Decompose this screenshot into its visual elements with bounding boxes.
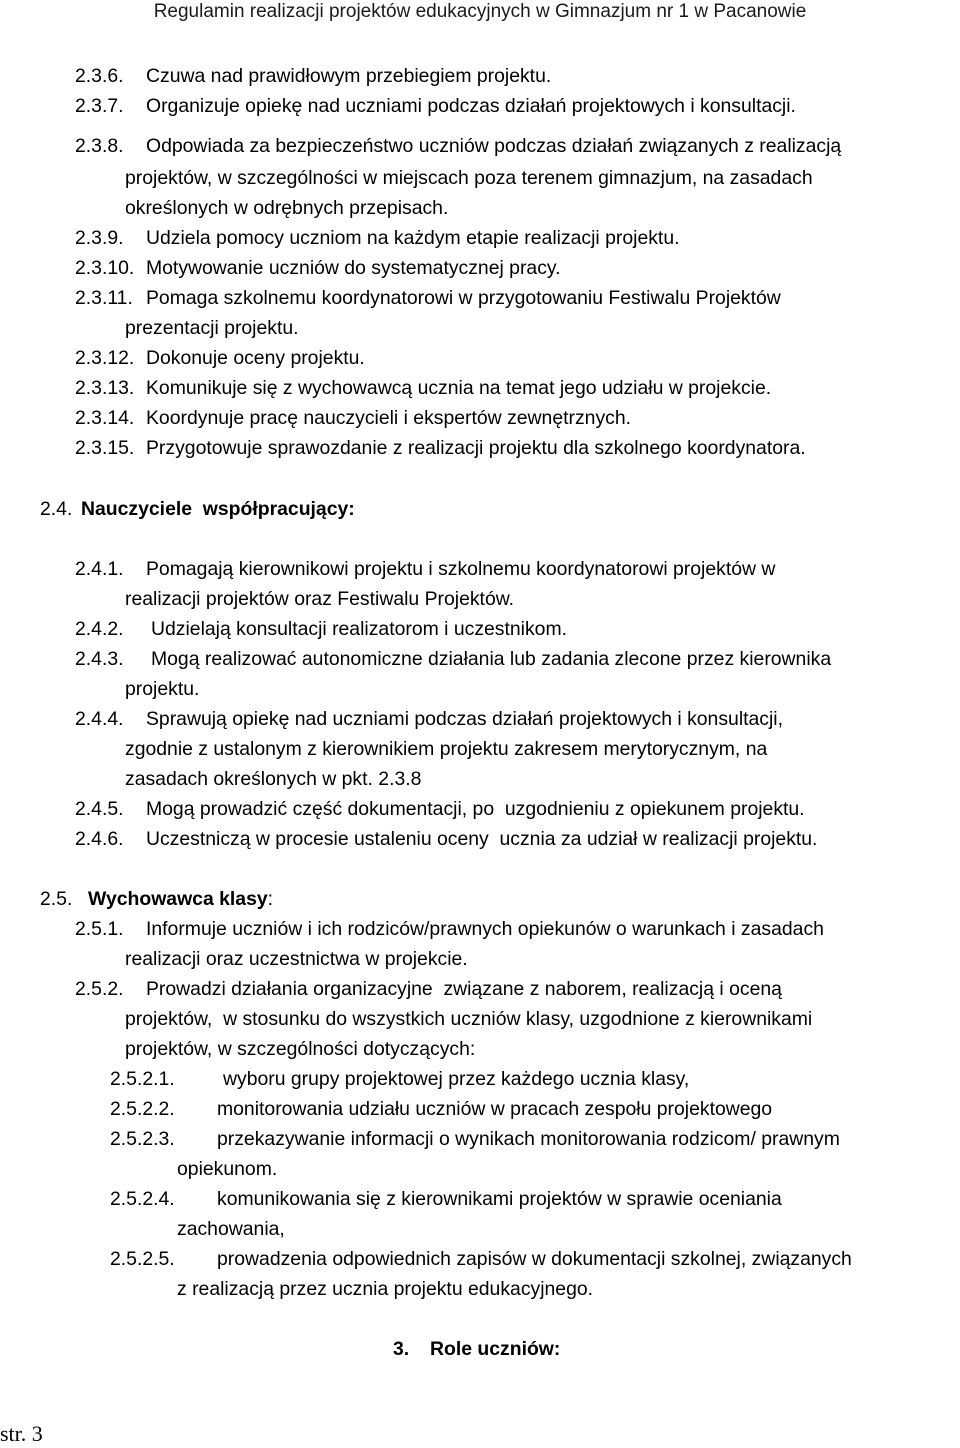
section-title-colon: :: [267, 888, 274, 910]
item-number: 2.5.2.: [75, 978, 124, 1000]
item-text-continued: zachowania,: [177, 1218, 285, 1240]
item-number: 2.5.2.4.: [110, 1188, 175, 1210]
item-text: Uczestniczą w procesie ustaleniu oceny ucznia za udział w realizacji projektu.: [146, 828, 818, 850]
item-number: 2.4.2.: [75, 618, 124, 640]
item-text: Czuwa nad prawidłowym przebiegiem projektu.: [146, 65, 552, 87]
item-text: Mogą realizować autonomiczne działania lub zadania zlecone przez kierownika: [151, 648, 832, 670]
item-text: monitorowania udziału uczniów w pracach zespołu projektowego: [217, 1098, 773, 1120]
item-text-continued: zasadach określonych w pkt. 2.3.8: [125, 768, 422, 790]
section-number: 3.: [393, 1338, 410, 1360]
section-title: Role uczniów:: [430, 1338, 561, 1360]
item-text-continued: projektu.: [125, 678, 200, 700]
item-number: 2.3.11.: [75, 287, 133, 309]
item-text: Dokonuje oceny projektu.: [146, 347, 365, 369]
section-number: 2.4.: [40, 498, 73, 520]
item-text-continued: projektów, w stosunku do wszystkich uczniów klasy, uzgodnione z kierownikami: [125, 1008, 813, 1030]
item-text-continued: określonych w odrębnych przepisach.: [125, 197, 449, 219]
item-text: Mogą prowadzić część dokumentacji, po uzgodnieniu z opiekunem projektu.: [146, 798, 805, 820]
section-title-wrap: [88, 884, 273, 914]
section-title: Wychowawca klasy: [88, 888, 268, 910]
item-number: 2.4.1.: [75, 558, 124, 580]
item-text: Organizuje opiekę nad uczniami podczas działań projektowych i konsultacji.: [146, 95, 796, 117]
item-text: komunikowania się z kierownikami projektów w sprawie oceniania: [217, 1188, 782, 1210]
item-text-continued: opiekunom.: [177, 1158, 278, 1180]
item-text: przekazywanie informacji o wynikach monitorowania rodzicom/ prawnym: [217, 1128, 840, 1150]
item-number: 2.5.2.1.: [110, 1068, 175, 1090]
item-text-continued: projektów, w szczególności w miejscach poza terenem gimnazjum, na zasadach: [125, 167, 813, 189]
item-number: 2.4.5.: [75, 798, 124, 820]
item-text: Prowadzi działania organizacyjne związane z naborem, realizacją i oceną: [146, 978, 782, 1000]
item-text-continued: realizacji projektów oraz Festiwalu Projektów.: [125, 588, 515, 610]
item-text: Motywowanie uczniów do systematycznej pracy.: [146, 257, 561, 279]
item-number: 2.3.8.: [75, 135, 124, 157]
item-number: 2.3.12.: [75, 347, 135, 369]
item-number: 2.5.1.: [75, 918, 124, 940]
item-number: 2.3.9.: [75, 227, 124, 249]
item-text: Informuje uczniów i ich rodziców/prawnych opiekunów o warunkach i zasadach: [146, 918, 824, 940]
item-number: 2.4.3.: [75, 648, 124, 670]
item-number: 2.3.13.: [75, 377, 135, 399]
item-number: 2.3.7.: [75, 95, 124, 117]
item-text: Pomagają kierownikowi projektu i szkolnemu koordynatorowi projektów w: [146, 558, 776, 580]
item-text: wyboru grupy projektowej przez każdego ucznia klasy,: [223, 1068, 690, 1090]
section-title: Nauczyciele współpracujący:: [81, 498, 355, 520]
item-text: Koordynuje pracę nauczycieli i ekspertów zewnętrznych.: [146, 407, 632, 429]
page-header: Regulamin realizacji projektów edukacyjnych w Gimnazjum nr 1 w Pacanowie: [153, 1, 807, 22]
item-number: 2.3.6.: [75, 65, 124, 87]
item-text-continued: prezentacji projektu.: [125, 317, 299, 339]
item-number: 2.5.2.2.: [110, 1098, 175, 1120]
item-number: 2.4.6.: [75, 828, 124, 850]
item-text: Komunikuje się z wychowawcą ucznia na temat jego udziału w projekcie.: [146, 377, 772, 399]
item-text: Udzielają konsultacji realizatorom i uczestnikom.: [151, 618, 567, 640]
section-number: 2.5.: [40, 888, 73, 910]
item-text-continued: zgodnie z ustalonym z kierownikiem projektu zakresem merytorycznym, na: [125, 738, 768, 760]
item-number: 2.3.10.: [75, 257, 135, 279]
item-text-continued: projektów, w szczególności dotyczących:: [125, 1038, 476, 1060]
item-number: 2.5.2.5.: [110, 1248, 175, 1270]
item-text-continued: realizacji oraz uczestnictwa w projekcie.: [125, 948, 468, 970]
item-number: 2.5.2.3.: [110, 1128, 175, 1150]
page-number: str. 3: [0, 1421, 43, 1446]
item-number: 2.3.15.: [75, 437, 135, 459]
item-text: Sprawują opiekę nad uczniami podczas działań projektowych i konsultacji,: [146, 708, 784, 730]
item-text-continued: z realizacją przez ucznia projektu edukacyjnego.: [177, 1278, 594, 1300]
item-text: Pomaga szkolnemu koordynatorowi w przygotowaniu Festiwalu Projektów: [146, 287, 781, 309]
item-text: Odpowiada za bezpieczeństwo uczniów podczas działań związanych z realizacją: [146, 135, 842, 157]
item-number: 2.3.14.: [75, 407, 135, 429]
item-text: Udziela pomocy uczniom na każdym etapie realizacji projektu.: [146, 227, 680, 249]
item-text: prowadzenia odpowiednich zapisów w dokumentacji szkolnej, związanych: [217, 1248, 852, 1270]
item-text: Przygotowuje sprawozdanie z realizacji projektu dla szkolnego koordynatora.: [146, 437, 806, 459]
item-number: 2.4.4.: [75, 708, 124, 730]
